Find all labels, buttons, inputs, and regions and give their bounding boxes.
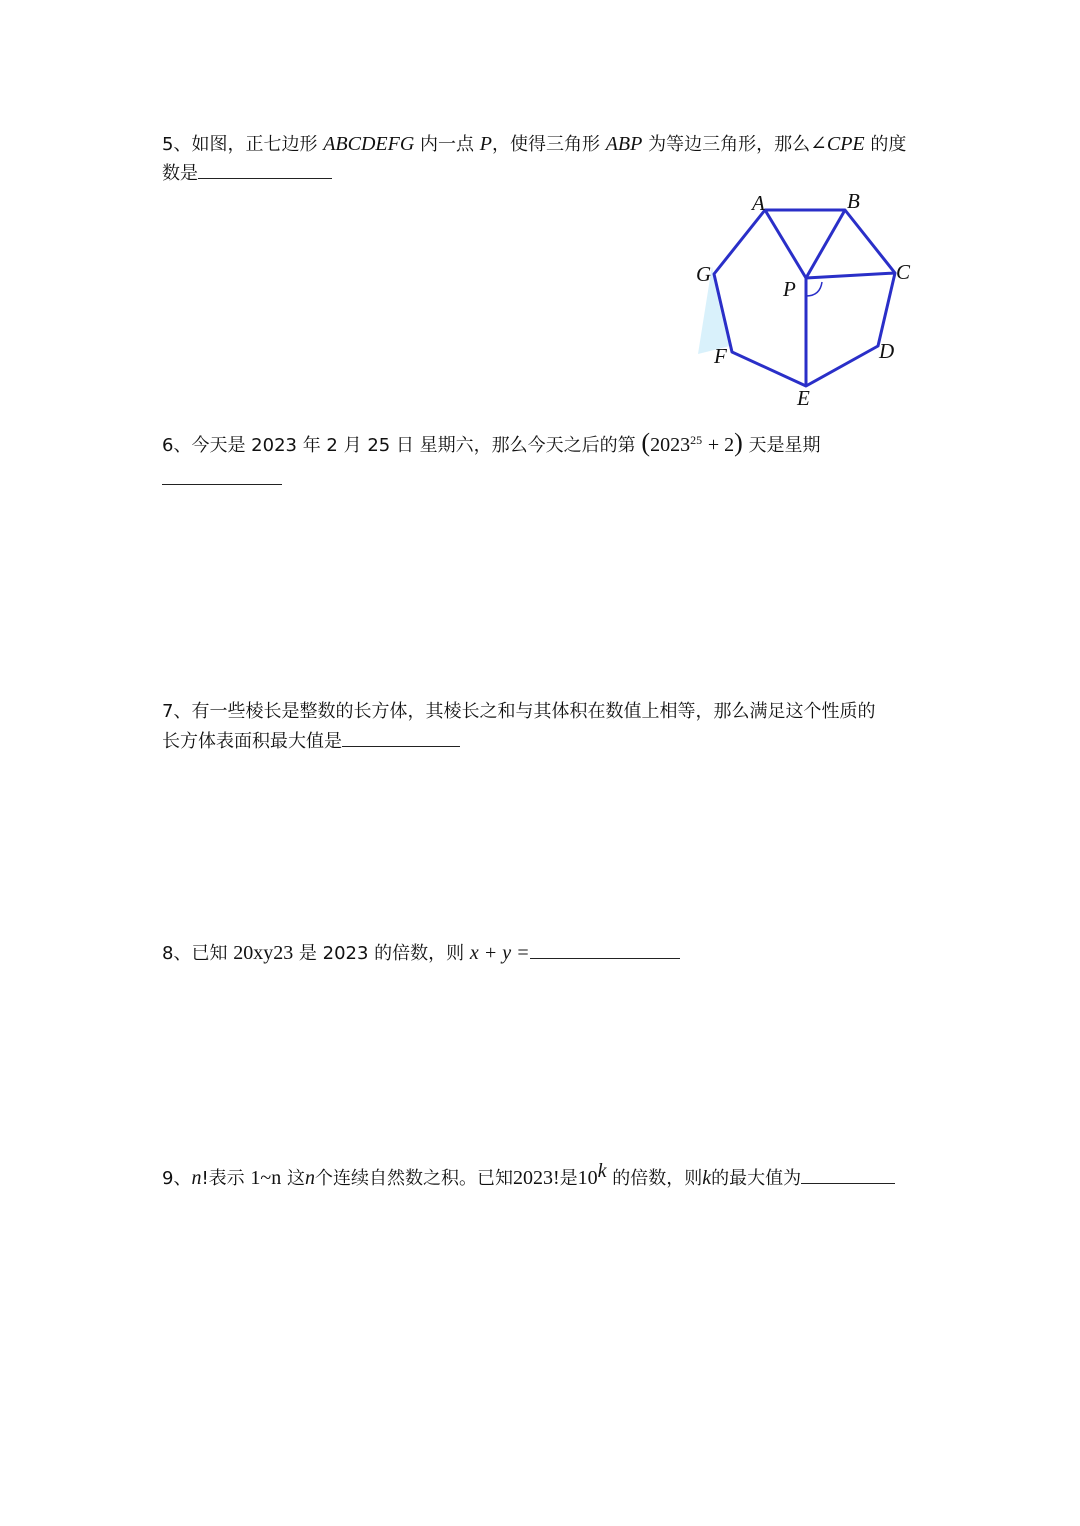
q9-base: 10 — [577, 1167, 598, 1189]
q7-answer-blank[interactable] — [342, 746, 460, 747]
q6-exponent: 25 — [690, 433, 703, 447]
q9-line — [162, 1160, 895, 1191]
q5-angle: ∠CPE — [810, 133, 865, 155]
q5-line2-text: 数是 — [162, 163, 198, 184]
q9-t4: 是 — [559, 1168, 578, 1189]
paren-close: ) — [734, 428, 743, 457]
q5-point: P — [479, 133, 492, 155]
label-d: D — [879, 339, 895, 363]
q8-number: 20xy23 — [233, 942, 294, 964]
q7-line2 — [162, 730, 460, 754]
q6-answer-blank[interactable] — [162, 484, 282, 485]
q5-mid1: 内一点 — [420, 134, 475, 155]
q7-line2-text: 长方体表面积最大值是 — [162, 731, 342, 752]
q9-t6: 的最大值为 — [711, 1168, 802, 1189]
label-c: C — [896, 260, 911, 284]
label-b: B — [847, 189, 860, 213]
q6-prefix: 6、今天是 2023 年 2 月 25 日 星期六，那么今天之后的第 — [162, 435, 636, 456]
q9-n1: n — [191, 1167, 202, 1189]
q8-line — [162, 941, 680, 966]
q8-mid: 是 2023 的倍数，则 — [298, 943, 465, 964]
q6-plus: + 2 — [707, 434, 735, 456]
label-g: G — [696, 262, 712, 286]
segment-pc — [806, 273, 895, 278]
q6-base: 2023 — [650, 434, 691, 456]
q9-t2: 这 — [286, 1168, 305, 1189]
paren-open: ( — [641, 428, 651, 457]
angle-arc-cpe — [806, 282, 822, 296]
q5-mid3: 为等边三角形，那么 — [648, 134, 811, 155]
q8-answer-blank[interactable] — [530, 958, 680, 959]
label-a: A — [752, 191, 765, 215]
q9-n2: n — [304, 1167, 315, 1189]
q9-k: k — [702, 1167, 712, 1189]
q9-t3: 个连续自然数之积。已知 — [314, 1168, 513, 1189]
q6-suffix: 天是星期 — [748, 435, 821, 456]
q5-line2 — [162, 162, 332, 186]
q8-expr: x + y = — [469, 942, 530, 964]
q6-line1 — [162, 428, 821, 461]
q9-t5: 的倍数，则 — [612, 1168, 703, 1189]
q9-t1: !表示 — [201, 1168, 245, 1189]
label-p: P — [783, 277, 796, 301]
q5-prefix: 5、如图，正七边形 — [162, 134, 318, 155]
q5-polygon: ABCDEFG — [323, 133, 415, 155]
q7-line1 — [162, 700, 875, 724]
q7-line1-text: 7、有一些棱长是整数的长方体，其棱长之和与其体积在数值上相等，那么满足这个性质的 — [162, 701, 876, 722]
label-e: E — [797, 386, 810, 410]
q9-answer-blank[interactable] — [801, 1183, 895, 1184]
segment-ap — [765, 210, 806, 278]
q9-range: 1~n — [250, 1167, 282, 1189]
q5-suffix: 的度 — [870, 134, 907, 155]
q6-line2 — [162, 468, 282, 492]
q5-line1 — [162, 132, 906, 157]
q8-prefix: 8、已知 — [162, 943, 228, 964]
q5-triangle: ABP — [605, 133, 643, 155]
q9-prefix: 9、 — [162, 1168, 192, 1189]
segment-bp — [806, 210, 845, 278]
q5-mid2: ，使得三角形 — [491, 134, 600, 155]
q5-answer-blank[interactable] — [198, 178, 332, 179]
q9-exp: k — [597, 1160, 607, 1182]
label-f: F — [714, 344, 727, 368]
q9-fact: 2023! — [512, 1167, 560, 1189]
heptagon-figure — [690, 186, 930, 412]
